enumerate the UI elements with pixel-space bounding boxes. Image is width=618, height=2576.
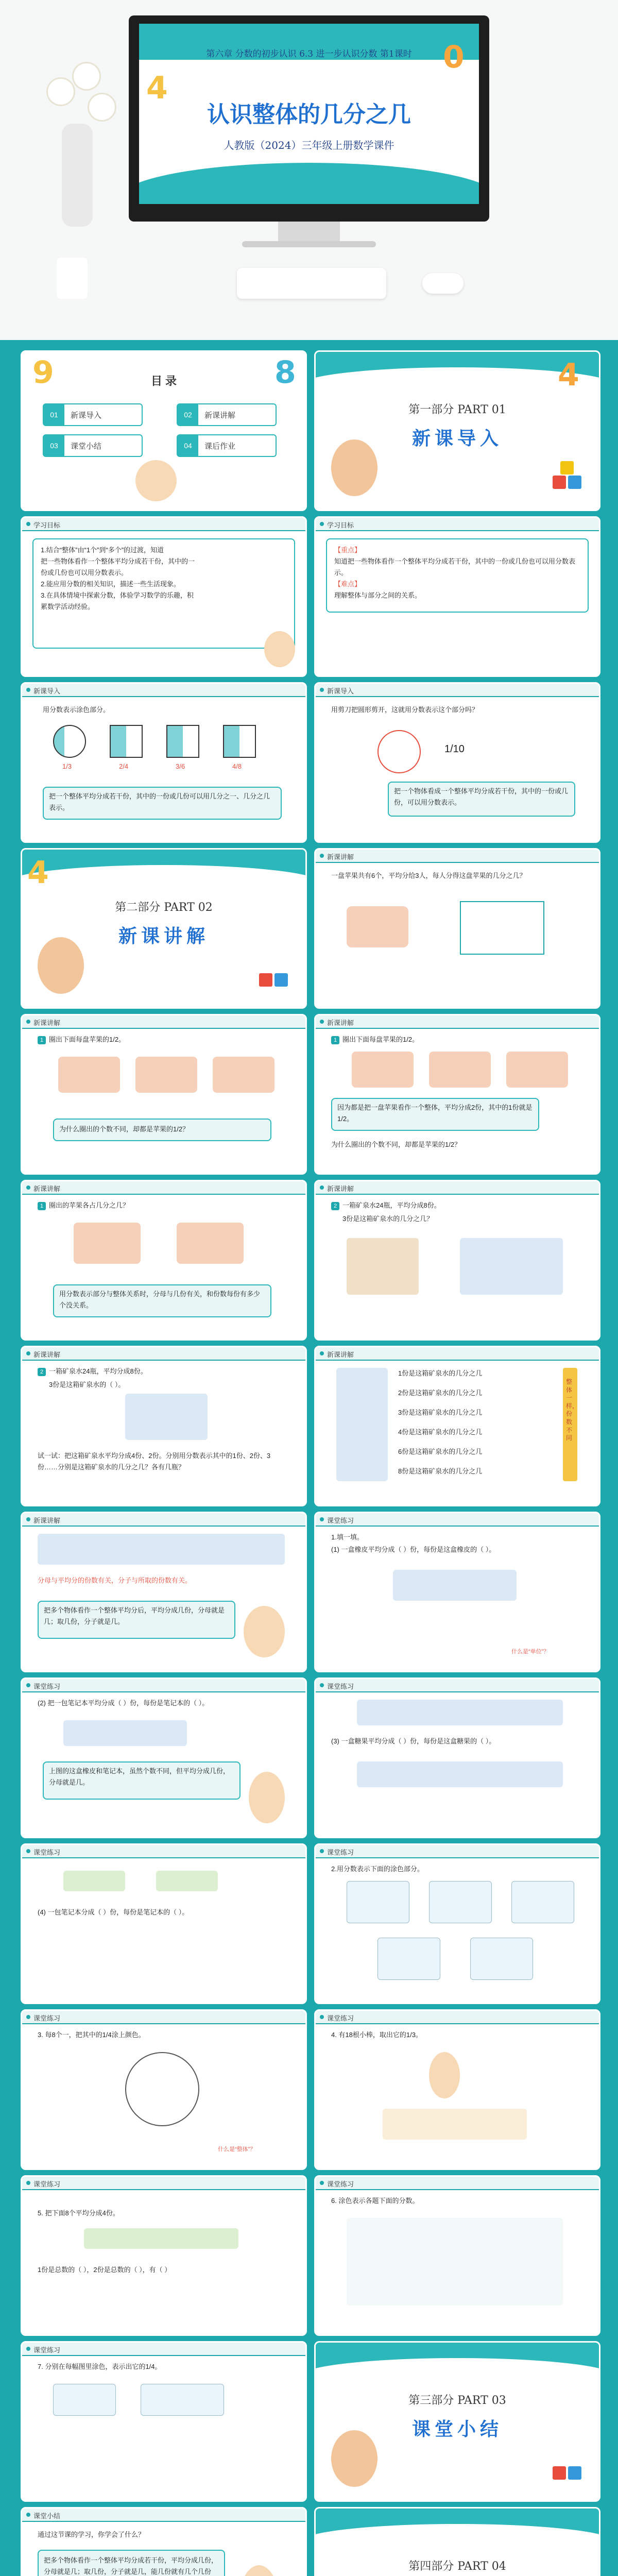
notebook-row [63,1720,187,1746]
monitor-base [242,241,376,247]
practice2-question: (2) 把一包笔记本平均分成（ ）份，每份是笔记本的（ ）。 [38,1699,209,1707]
child-illustration [264,631,295,667]
goal-line: 累数学活动经验。 [41,603,95,611]
lesson5-slide [21,1346,307,1506]
lesson6-row: 1份是这箱矿泉水的几分之几 [398,1369,483,1377]
intro3-slide [314,848,600,1009]
practice1-title: 1.填一填。 [331,1533,364,1541]
practice5-slide [21,1843,307,2004]
cup-decoration [57,258,88,299]
slide-header-label: 学习目标 [33,521,61,529]
lesson7-card [38,1601,235,1639]
toc-item-4[interactable] [177,434,277,457]
section-part: 第一部分 PART 01 [408,403,506,416]
slide-header-label: 学习目标 [327,521,354,529]
practice4-question: 2.用分数表示下面的涂色部分。 [331,1865,424,1873]
toc-title: 目 录 [150,375,177,387]
answer-box [460,901,544,955]
practice7-slide [314,2009,600,2170]
practice9-question: 6. 涂色表示各题下面的分数。 [331,2197,419,2205]
lesson6-row: 2份是这箱矿泉水的几分之几 [398,1389,483,1397]
lesson7-note-2: 把多个物体看作一个整体平均分后，平均分成几份，分母就是几；取几份，分子就是几。 [44,1606,225,1626]
digit-decoration: 9 [32,354,54,391]
section3-slide [314,2341,600,2502]
goal-line: 份或几份也可以用分数表示。 [41,569,128,577]
slide-header [22,2509,305,2522]
section-wave [314,2524,600,2560]
summary-slide [21,2507,307,2576]
practice1-question: (1) 一盒橡皮平均分成（ ）份，每份是这盒橡皮的（ ）。 [331,1546,496,1553]
eraser-row [393,1570,517,1601]
practice8-question: 5. 把下面8个平均分成4份。 [38,2209,119,2217]
slide-header-label: 新课讲解 [327,1351,354,1359]
child-illustration [38,937,84,994]
practice6-question: 3. 每8个一，把其中的1/4涂上颜色。 [38,2031,145,2039]
slide-header-label: 课堂练习 [33,2014,61,2022]
apple-box [506,1052,568,1088]
block-decoration [259,973,272,987]
section-part: 第二部分 PART 02 [115,901,213,914]
scissors-icon [377,730,421,773]
slide-header [316,1679,599,1692]
shape-group [53,2384,116,2416]
water-box [347,1238,419,1295]
apple-box [213,1057,274,1093]
lesson6-slide [314,1346,600,1506]
slide-header [22,1181,305,1195]
apple-box [74,1223,141,1264]
slide-header-label: 新课导入 [327,687,354,695]
digit-decoration: 0 [443,39,465,75]
lesson3-note-text: 用分数表示部分与整体关系时，分母与几份有关，和份数每份有多少个没关系。 [59,1290,261,1310]
slide-header-label: 新课导入 [33,687,61,695]
lesson6-row: 6份是这箱矿泉水的几分之几 [398,1448,483,1455]
toc-item-label: 新课导入 [71,411,102,420]
lesson1-slide [21,1014,307,1175]
bottles-grid [125,1394,208,1440]
digit-decoration: 4 [27,855,49,891]
cover-screen [139,24,479,204]
practice9-slide [314,2175,600,2336]
block-decoration [274,973,288,987]
practice2-slide [21,1677,307,1838]
lesson2-answer [331,1098,539,1131]
toc-item-number: 04 [178,435,198,456]
focus-diff-label: 【难点】 [334,580,362,588]
toc-item-number: 01 [44,404,64,425]
fraction-display: 1/10 [444,743,465,755]
apple-box [177,1223,244,1264]
slide-header-label: 课堂练习 [327,2014,354,2022]
candy-row [357,1761,563,1787]
focus-key-label: 【重点】 [334,546,362,554]
slide-header [316,1845,599,1858]
slide-header [22,1513,305,1527]
toc-item-number: 02 [178,404,198,425]
summary-card [38,2550,225,2576]
circle-diagram [125,2052,199,2126]
slide-header-label: 课堂练习 [33,1683,61,1690]
goal-line: 把一些物体看作一个整体平均分成若干份，其中的一 [41,557,195,566]
toc-item-number: 03 [44,435,64,456]
goal-line: 1.结合“整体”由“1个”到“多个”的过渡，知道 [41,546,164,554]
slide-header [22,1679,305,1692]
slide-header-label: 课堂小结 [33,2512,61,2520]
notebook-pack [156,1871,218,1891]
slide-header [316,850,599,863]
lesson1-ask-text: 为什么圈出的个数不同，却都是苹果的1/2？ [59,1125,190,1133]
focus-diff-text: 理解整体与部分之间的关系。 [334,591,422,599]
section-part: 第四部分 PART 04 [408,2560,506,2573]
summary-text: 把多个物体看作一个整体平均分成若干份，平均分成几份，分母就是几；取几份，分子就是几，能几份就有几个几份 [44,2556,218,2576]
slide-header [316,2011,599,2024]
slide-header-label: 课堂练习 [327,2180,354,2188]
fraction-answer: 3/6 [176,762,185,770]
practice6-tip: 什么是“整体”？ [218,2146,256,2153]
square-figure [110,725,143,758]
focus-key-text: 知道把一些物体看作一个整体平均分成若干份，其中的一份或几份也可以用分数表示。 [334,557,576,577]
circle-figure [53,725,86,758]
practice10-slide [21,2341,307,2502]
practice7-question: 4. 有18根小棒，取出它的1/3。 [331,2031,422,2039]
lesson6-row: 8份是这箱矿泉水的几分之几 [398,1467,483,1475]
fraction-answer: 1/3 [62,762,72,770]
toc-item-3[interactable] [43,434,143,457]
slide-header [316,518,599,531]
candy-row [357,1700,563,1725]
section-wave [314,2358,600,2394]
child-illustration [244,1606,285,1657]
monitor-frame [129,15,489,222]
summary-question: 通过这节课的学习，你学会了什么？ [38,2531,145,2538]
block-decoration [553,476,566,489]
monitor-stand [278,222,340,242]
flower-decoration [88,93,116,122]
teacher-illustration [238,2565,280,2576]
slide-header-label: 课堂练习 [33,2180,61,2188]
practice5-question: (4) 一包笔记本分成（ ）份，每份是笔记本的（ ）。 [38,1908,189,1916]
child-illustration [135,460,177,501]
slide-header-label: 新课讲解 [33,1517,61,1524]
fraction-answer: 4/8 [232,762,242,770]
lesson3-slide [21,1180,307,1341]
section-title: 新课导入 [411,428,503,449]
intro2-note-text: 把一个物体看成一个整体平均分成若干份，其中的一份或几份，可以用分数表示。 [394,787,569,807]
lesson2-question: 为什么圈出的个数不同，却都是苹果的1/2？ [331,1141,461,1148]
lesson1-ask [53,1118,271,1141]
focus-slide [314,516,600,677]
shape-group [347,1881,409,1923]
practice2-note [43,1761,241,1800]
shape-group [377,1938,440,1980]
digit-decoration: 4 [558,357,579,393]
practice4-slide [314,1843,600,2004]
child-illustration [249,1772,285,1823]
slide-header-label: 课堂练习 [33,2346,61,2354]
lesson4-question-2: 3份是这箱矿泉水的几分之几？ [342,1215,434,1223]
apple-box [135,1057,197,1093]
block-decoration [553,2466,566,2480]
shape-group [141,2384,224,2416]
lesson3-note [53,1284,271,1317]
flower-decoration [72,62,101,91]
slide-header [22,1347,305,1361]
bottles-strip [38,1534,285,1565]
section-title: 课堂小结 [411,2418,503,2440]
toc-item-2[interactable] [177,403,277,426]
slide-header [22,1015,305,1029]
goal-line: 3.在具体情境中探索分数，体验学习数学的乐趣，积 [41,591,194,600]
slide-header [316,1181,599,1195]
practice1-slide [314,1512,600,1672]
shape-group [470,1938,533,1980]
side-banner-text: 整体一样，份数不同 [566,1378,579,1442]
lesson5-note: 试一试：把这箱矿泉水平均分成4份、2份。分别用分数表示其中的1份、2份、3份……分别是这箱矿泉水的几分之几？各有几瓶？ [38,1452,271,1471]
goal-text [41,545,288,613]
intro1-slide [21,682,307,843]
hexagon-figure [166,725,199,758]
screen-wave [139,163,479,204]
notebook-pack [63,1871,125,1891]
lesson2-task: 1 圈出下面每盘苹果的1/2。 [331,1034,419,1045]
apple-box [429,1052,491,1088]
section4-slide [314,2507,600,2576]
lesson5-question: 2 一箱矿泉水24瓶，平均分成8份。 [38,1366,147,1377]
lesson7-slide [21,1512,307,1672]
practice3-question: (3) 一盒糖果平均分成（ ）份，每份是这盒糖果的（ ）。 [331,1737,496,1745]
goal-line: 2.能应用分数的相关知识，描述一些生活现象。 [41,580,180,588]
objects-row [84,2228,238,2249]
mouse-decoration [422,273,464,294]
section-wave [21,865,307,901]
bottles-column [336,1368,388,1481]
slide-header [22,684,305,697]
shape-group [511,1881,574,1923]
child-illustration [331,2430,377,2487]
lesson6-row: 3份是这箱矿泉水的几分之几 [398,1409,483,1416]
slide-header-label: 新课讲解 [33,1351,61,1359]
digit-decoration: 8 [274,354,296,391]
section1-slide [314,350,600,511]
slide-header-label: 新课讲解 [327,1019,354,1027]
slide-header-label: 课堂练习 [327,1683,354,1690]
slide-header-label: 新课讲解 [327,853,354,861]
apple-box [58,1057,120,1093]
coloring-grid [347,2218,563,2306]
slide-header [316,2177,599,2190]
slide-header [316,1015,599,1029]
lesson4-question: 2 一箱矿泉水24瓶，平均分成8份。 [331,1200,441,1211]
toc-slide [21,350,307,511]
slide-header-label: 新课讲解 [33,1019,61,1027]
lesson2-slide [314,1014,600,1175]
vase-decoration [62,124,93,227]
lesson5-question-2: 3份是这箱矿泉水的（ ）。 [49,1381,125,1388]
practice1-tip: 什么是“单位”？ [511,1649,550,1655]
section2-slide [21,848,307,1009]
section-part: 第三部分 PART 03 [408,2394,506,2407]
slide-header-label: 新课讲解 [33,1185,61,1193]
slide-header-label: 课堂练习 [327,1849,354,1856]
keyboard-decoration [237,268,386,299]
toc-item-label: 课堂小结 [71,442,102,451]
practice6-slide [21,2009,307,2170]
intro2-slide [314,682,600,843]
intro1-note [43,787,282,820]
goal-card [32,538,295,649]
slide-header-label: 课堂练习 [327,1517,354,1524]
toc-item-label: 课后作业 [204,442,236,451]
goal-slide [21,516,307,677]
section-title: 新课讲解 [118,925,209,947]
intro2-question: 用剪刀把圆形剪开，这就用分数表示这个部分吗？ [331,706,479,714]
intro3-question: 一盘苹果共有6个，平均分给3人，每人分得这盘苹果的几分之几？ [331,872,526,879]
lesson1-task: 1 圈出下面每盘苹果的1/2。 [38,1034,125,1045]
slide-header [22,518,305,531]
apple-plate [347,906,408,947]
lesson4-slide [314,1180,600,1341]
slide-header [22,2343,305,2356]
slide-header-label: 新课讲解 [327,1185,354,1193]
practice2-note-text: 上图的这盒橡皮和笔记本，虽然个数不同，但平均分成几份，分母就是几。 [49,1767,230,1787]
slide-header-label: 课堂练习 [33,1849,61,1856]
apple-box [352,1052,414,1088]
slide-header [22,1845,305,1858]
slide-header [316,1513,599,1527]
slide-header [316,684,599,697]
cover-subtitle: 第六章 分数的初步认识 6.3 进一步认识分数 第1课时 [206,49,412,59]
lesson2-answer-text: 因为都是把一盘苹果看作一个整体，平均分成2份，其中的1份就是1/2。 [337,1104,533,1123]
slide-header [316,1347,599,1361]
slide-header [22,2011,305,2024]
intro1-prompt: 用分数表示涂色部分。 [43,706,110,714]
block-decoration [568,476,581,489]
bottles-grid [460,1238,563,1295]
intro2-note [388,782,575,817]
practice8-slide [21,2175,307,2336]
child-illustration [429,2052,460,2098]
flower-decoration [46,77,75,106]
focus-card [326,538,589,613]
practice10-question: 7. 分别在每幅图里涂色，表示出它的1/4。 [38,2363,162,2370]
practice8-question-2: 1份是总数的（ ），2份是总数的（ ），有（ ） [38,2266,171,2274]
lesson6-row: 4份是这箱矿泉水的几分之几 [398,1428,483,1436]
lesson3-task: 1 圈出的苹果各占几分之几？ [38,1200,129,1211]
toc-item-label: 新课讲解 [204,411,236,420]
fraction-answer: 2/4 [119,762,129,770]
toc-item-1[interactable] [43,403,143,426]
practice3-slide [314,1677,600,1838]
block-decoration [560,461,574,474]
slide-header [22,2177,305,2190]
shape-group [429,1881,492,1923]
child-illustration [331,439,377,496]
lesson7-note-1: 分母与平均分的份数有关，分子与所取的份数有关。 [38,1577,192,1584]
cover-edition: 人教版（2024）三年级上册数学课件 [224,139,394,151]
cover-section [0,0,618,340]
cover-title: 认识整体的几分之几 [207,101,411,128]
octagon-figure [223,725,256,758]
sticks-row [383,2109,527,2140]
intro1-note-text: 把一个整体平均分成若干份，其中的一份或几份可以用几分之一、几分之几表示。 [49,792,270,812]
digit-decoration: 4 [146,70,168,106]
block-decoration [568,2466,581,2480]
